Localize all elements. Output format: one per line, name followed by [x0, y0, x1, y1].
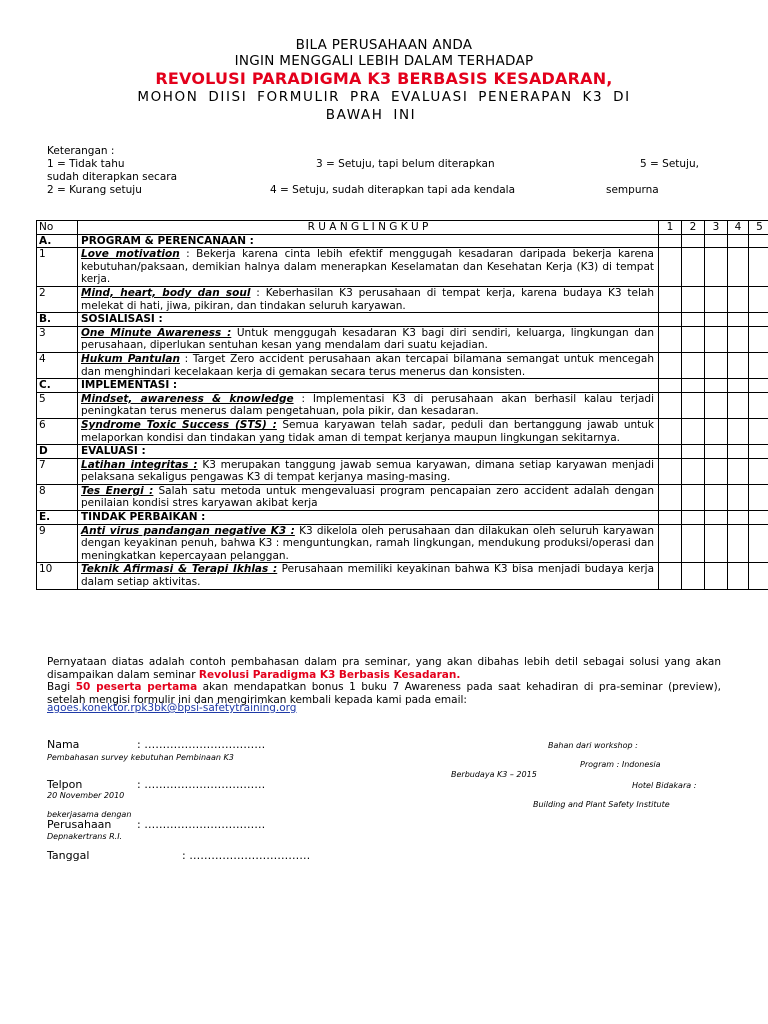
table-row [37, 563, 768, 589]
rating-cell-5[interactable] [749, 458, 768, 484]
rating-cell [728, 445, 749, 459]
rating-cell-5[interactable] [749, 248, 768, 287]
statement-paragraph [47, 656, 721, 681]
table-row [37, 392, 768, 418]
rating-cell-2[interactable] [682, 524, 705, 563]
legend-item-3: 3 = Setuju, tapi belum diterapkan [316, 158, 495, 170]
item-text: : Target Zero accident perusahaan akan tercapai bilamana semangat untuk mencegah dan menghindari kecelakaan kerja di gemakan secara terus menerus dan konsisten. [81, 352, 654, 378]
item-description [78, 352, 659, 378]
section-title: IMPLEMENTASI : [78, 379, 659, 393]
workshop-institute: Building and Plant Safety Institute [533, 800, 670, 809]
rating-cell-5[interactable] [749, 352, 768, 378]
item-text: : Keberhasilan K3 perusahaan di tempat kerja, karena budaya K3 telah melekat di hati, jiwa, pikiran, dan tindakan seluruh karyawan. [81, 286, 654, 312]
statement-text-1: Pernyataan diatas adalah contoh pembahasan dalam pra seminar, yang akan dibahas lebih detil sebagai solusi yang akan disampaikan dalam seminar [47, 656, 721, 681]
workshop-date: 20 November 2010 [47, 791, 125, 800]
rating-cell-1[interactable] [659, 286, 682, 312]
item-description [78, 524, 659, 563]
telpon-field: : …………………………… [137, 778, 266, 791]
seminar-name: Revolusi Paradigma K3 Berbasis Kesadaran. [198, 668, 461, 681]
item-title: Mind, heart, body dan soul [81, 286, 251, 299]
col-header-rating-5: 5 [749, 221, 768, 235]
rating-cell-3[interactable] [705, 458, 728, 484]
col-header-rating-4: 4 [728, 221, 749, 235]
legend-item-5: 5 = Setuju, [640, 158, 699, 170]
section-row [37, 313, 768, 327]
rating-cell-3[interactable] [705, 326, 728, 352]
bonus-text-1: Bagi [47, 681, 76, 693]
item-title: Latihan integritas : [81, 458, 198, 471]
section-row [37, 379, 768, 393]
perusahaan-field: : …………………………… [137, 818, 266, 831]
item-text: Perusahaan memiliki keyakinan bahwa K3 bisa menjadi budaya kerja dalam setiap aktivitas. [81, 563, 655, 589]
item-title: Hukum Pantulan [81, 352, 180, 365]
rating-cell [659, 313, 682, 327]
table-row [37, 286, 768, 312]
rating-cell [682, 313, 705, 327]
rating-cell-5[interactable] [749, 484, 768, 510]
rating-cell-3[interactable] [705, 418, 728, 444]
workshop-bahan: Bahan dari workshop : [548, 741, 638, 750]
rating-cell-5[interactable] [749, 326, 768, 352]
rating-cell-4[interactable] [728, 352, 749, 378]
rating-cell-2[interactable] [682, 484, 705, 510]
rating-cell [728, 511, 749, 525]
table-row [37, 326, 768, 352]
section-letter: E. [37, 511, 78, 525]
item-text: : Implementasi K3 di perusahaan akan berhasil kalau terjadi peningkatan terus menerus dalam pengetahuan, pola pikir, dan kesadaran. [81, 392, 654, 418]
item-number: 6 [37, 418, 78, 444]
item-title: Mindset, awareness & knowledge [81, 392, 294, 405]
rating-cell-2[interactable] [682, 458, 705, 484]
nama-label: Nama [47, 738, 80, 751]
col-header-rating-2: 2 [682, 221, 705, 235]
rating-cell [749, 313, 768, 327]
item-title: Teknik Afirmasi & Terapi Ikhlas : [81, 563, 278, 576]
rating-cell-1[interactable] [659, 458, 682, 484]
workshop-hotel: Hotel Bidakara : [632, 781, 697, 790]
item-description [78, 392, 659, 418]
table-header-row [37, 221, 768, 235]
bonus-highlight: 50 peserta pertama [75, 681, 198, 693]
rating-cell-4[interactable] [728, 248, 749, 287]
rating-cell-1[interactable] [659, 248, 682, 287]
item-text: K3 merupakan tanggung jawab semua karyawan, dimana setiap karyawan menjadi pelaksana sekaligus pengawas K3 di tempat kerjanya masing-masing. [81, 458, 654, 484]
rating-cell-1[interactable] [659, 352, 682, 378]
rating-cell [705, 379, 728, 393]
perusahaan-label: Perusahaan [47, 818, 112, 831]
rating-cell [659, 379, 682, 393]
tanggal-field: : …………………………… [182, 849, 311, 862]
rating-cell [705, 234, 728, 248]
rating-cell-2[interactable] [682, 392, 705, 418]
workshop-depnaker: Depnakertrans R.I. [47, 832, 123, 841]
rating-cell-4[interactable] [728, 458, 749, 484]
item-description [78, 418, 659, 444]
evaluation-table [36, 220, 768, 590]
item-number: 8 [37, 484, 78, 510]
rating-cell-2[interactable] [682, 248, 705, 287]
telpon-label: Telpon [47, 778, 83, 791]
rating-cell [728, 234, 749, 248]
section-title: EVALUASI : [78, 445, 659, 459]
item-description [78, 326, 659, 352]
section-letter: B. [37, 313, 78, 327]
rating-cell-4[interactable] [728, 484, 749, 510]
col-header-no: No [37, 221, 78, 235]
rating-cell [659, 445, 682, 459]
rating-cell-5[interactable] [749, 563, 768, 589]
section-row [37, 234, 768, 248]
rating-cell-2[interactable] [682, 286, 705, 312]
header-line-5: BAWAH INI [325, 107, 417, 123]
rating-cell-4[interactable] [728, 418, 749, 444]
rating-cell-3[interactable] [705, 392, 728, 418]
item-title: Anti virus pandangan negative K3 : [81, 524, 295, 537]
col-header-scope: R U A N G L I N G K U P [78, 221, 659, 235]
table-row [37, 458, 768, 484]
table-row [37, 352, 768, 378]
section-letter: D [37, 445, 78, 459]
rating-cell-4[interactable] [728, 524, 749, 563]
rating-cell [705, 445, 728, 459]
rating-cell-4[interactable] [728, 286, 749, 312]
rating-cell-4[interactable] [728, 563, 749, 589]
rating-cell [682, 511, 705, 525]
item-text: Untuk menggugah kesadaran K3 bagi diri sendiri, keluarga, lingkungan dan perusahaan, diperlukan sentuhan kesan yang mendalam dari suatu kejadian. [81, 326, 654, 352]
header-title: REVOLUSI PARADIGMA K3 BERBASIS KESADARAN, [155, 69, 613, 88]
workshop-pembahasan: Pembahasan survey kebutuhan Pembinaan K3 [47, 753, 234, 762]
rating-cell-1[interactable] [659, 484, 682, 510]
section-row [37, 511, 768, 525]
section-letter: A. [37, 234, 78, 248]
col-header-rating-3: 3 [705, 221, 728, 235]
item-number: 10 [37, 563, 78, 589]
rating-cell [659, 234, 682, 248]
table-row [37, 484, 768, 510]
item-description [78, 484, 659, 510]
item-title: Syndrome Toxic Success (STS) : [81, 418, 277, 431]
email-link[interactable]: agoes.konektor.rpk3bk@bpsi-safetytraining.org [47, 702, 297, 714]
workshop-kerjasama: bekerjasama dengan [47, 810, 132, 819]
rating-cell [682, 379, 705, 393]
rating-cell [749, 445, 768, 459]
col-header-rating-1: 1 [659, 221, 682, 235]
rating-cell-2[interactable] [682, 326, 705, 352]
item-description [78, 248, 659, 287]
tanggal-label: Tanggal [47, 849, 90, 862]
rating-cell-4[interactable] [728, 326, 749, 352]
rating-cell [705, 313, 728, 327]
item-description [78, 458, 659, 484]
header-line-2: INGIN MENGGALI LEBIH DALAM TERHADAP [234, 53, 534, 69]
workshop-berbudaya: Berbudaya K3 – 2015 [451, 770, 537, 779]
rating-cell-1[interactable] [659, 326, 682, 352]
item-title: Tes Energi : [81, 484, 154, 497]
rating-cell-1[interactable] [659, 392, 682, 418]
rating-cell [749, 379, 768, 393]
item-number: 2 [37, 286, 78, 312]
rating-cell-1[interactable] [659, 418, 682, 444]
table-row [37, 418, 768, 444]
section-title: PROGRAM & PERENCANAAN : [78, 234, 659, 248]
rating-cell [682, 234, 705, 248]
section-row [37, 445, 768, 459]
rating-cell-5[interactable] [749, 286, 768, 312]
email-row [47, 702, 721, 715]
rating-cell [705, 511, 728, 525]
item-description [78, 286, 659, 312]
rating-cell-2[interactable] [682, 352, 705, 378]
rating-cell [749, 234, 768, 248]
rating-cell-2[interactable] [682, 418, 705, 444]
rating-cell [728, 379, 749, 393]
rating-cell-1[interactable] [659, 524, 682, 563]
item-number: 7 [37, 458, 78, 484]
rating-cell-3[interactable] [705, 286, 728, 312]
legend-item-2: 2 = Kurang setuju [47, 184, 142, 196]
legend-item-1: 1 = Tidak tahu [47, 158, 125, 170]
section-letter: C. [37, 379, 78, 393]
rating-cell-3[interactable] [705, 352, 728, 378]
table-row [37, 248, 768, 287]
legend-item-5-cont: sudah diterapkan secara [47, 171, 178, 183]
legend-item-4: 4 = Setuju, sudah diterapkan tapi ada kendala [270, 184, 516, 196]
item-text: : Bekerja karena cinta lebih efektif menggugah kesadaran daripada bekerja karena kebutuhan/paksaan, demikian halnya dalam menerapkan Keselamatan dan Kesehatan Kerja (K3) di tempat kerja. [81, 248, 654, 286]
section-title: SOSIALISASI : [78, 313, 659, 327]
rating-cell [749, 511, 768, 525]
rating-cell-3[interactable] [705, 248, 728, 287]
rating-cell-3[interactable] [705, 484, 728, 510]
rating-cell-5[interactable] [749, 524, 768, 563]
rating-cell-1[interactable] [659, 563, 682, 589]
section-title: TINDAK PERBAIKAN : [78, 511, 659, 525]
item-text: Semua karyawan telah sadar, peduli dan bertanggung jawab untuk melaporkan kondisi dan tindakan yang tidak aman di tempat kerjanya maupun lingkungan sekitarnya. [81, 418, 654, 444]
workshop-program: Program : Indonesia [580, 760, 661, 769]
legend-title: Keterangan : [47, 145, 115, 157]
rating-cell [682, 445, 705, 459]
item-number: 5 [37, 392, 78, 418]
rating-cell-5[interactable] [749, 418, 768, 444]
nama-field: : …………………………… [137, 738, 266, 751]
rating-cell [659, 511, 682, 525]
rating-cell [728, 313, 749, 327]
legend-item-5-end: sempurna [606, 184, 659, 196]
item-number: 4 [37, 352, 78, 378]
bonus-text-2: akan mendapatkan bonus 1 buku 7 Awareness pada saat kehadiran di pra-seminar (preview), setelah mengisi formulir ini dan mengirimkan kembali kepada kami pada email: [47, 681, 722, 706]
rating-cell-2[interactable] [682, 563, 705, 589]
item-title: One Minute Awareness : [81, 326, 232, 339]
header-line-4: MOHON DIISI FORMULIR PRA EVALUASI PENERAPAN K3 DI [137, 89, 631, 105]
rating-cell-3[interactable] [705, 524, 728, 563]
item-text: K3 dikelola oleh perusahaan dan dilakukan oleh seluruh karyawan dengan keyakinan penuh, bahwa K3 : menguntungkan, ramah lingkungan, mendukung produksi/operasi dan meningkatkan kepercayaan pelanggan. [81, 524, 655, 562]
item-number: 9 [37, 524, 78, 563]
header-line-1: BILA PERUSAHAAN ANDA [295, 37, 473, 53]
item-number: 3 [37, 326, 78, 352]
item-title: Love motivation [81, 248, 180, 261]
table-row [37, 524, 768, 563]
rating-cell-3[interactable] [705, 563, 728, 589]
rating-cell-5[interactable] [749, 392, 768, 418]
item-description [78, 563, 659, 589]
rating-cell-4[interactable] [728, 392, 749, 418]
item-number: 1 [37, 248, 78, 287]
item-text: Salah satu metoda untuk mengevaluasi program pencapaian zero accident adalah dengan penilaian kondisi stres karyawan akibat kerja [81, 484, 654, 510]
